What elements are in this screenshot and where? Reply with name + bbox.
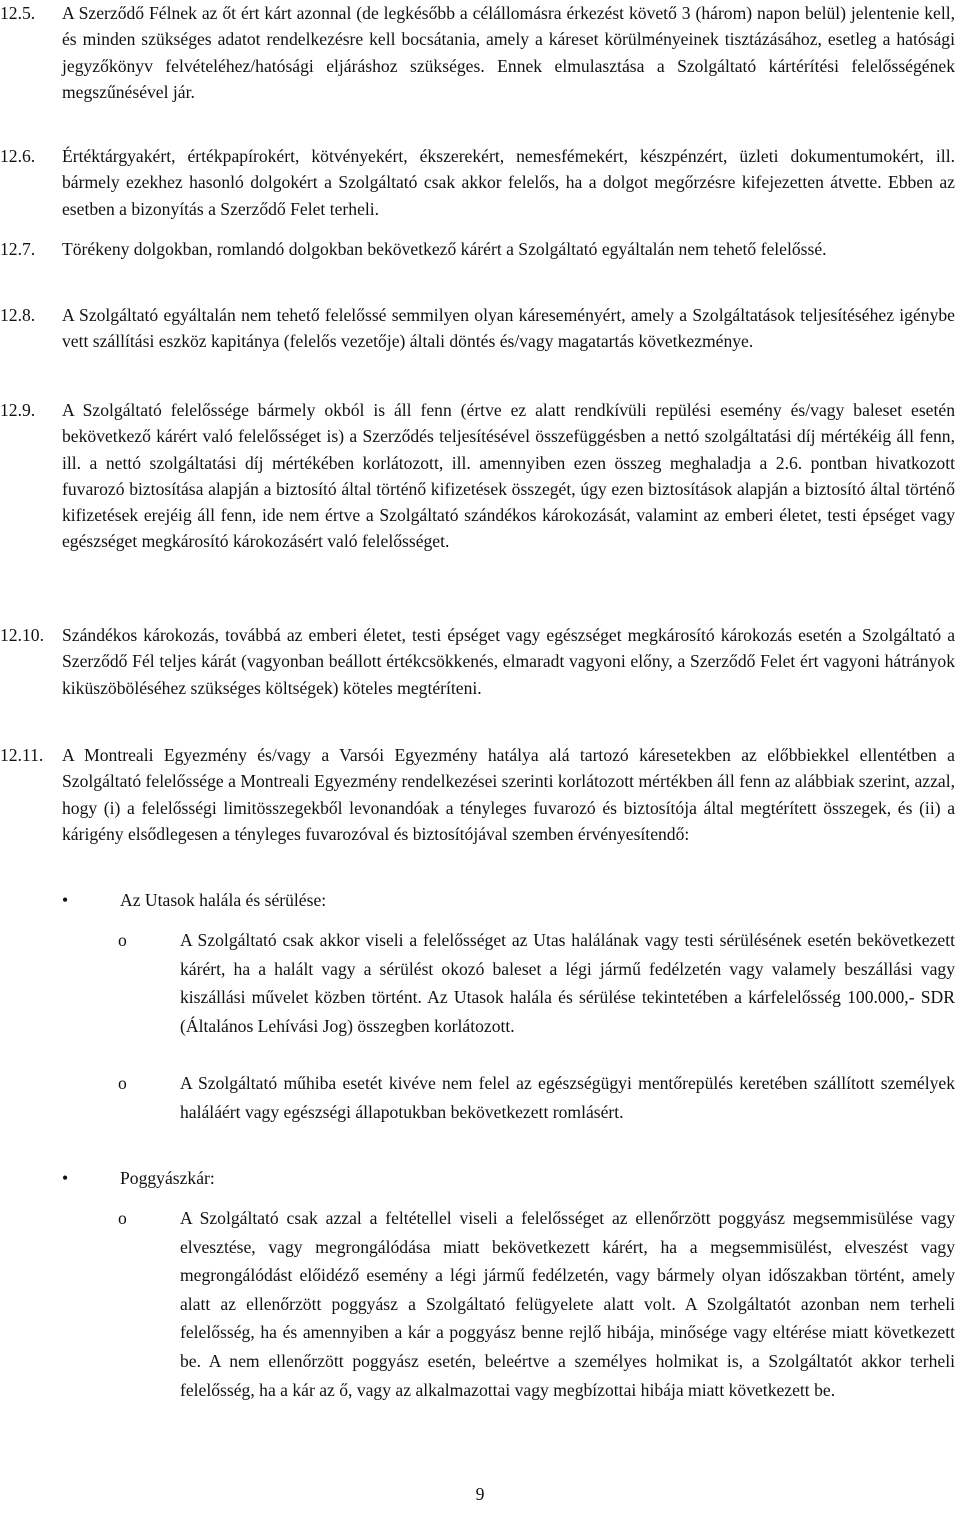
bullet-heading: Poggyászkár: [120,1168,215,1188]
paragraph-12-11 [0,742,955,847]
paragraph-text: A Montreali Egyezmény és/vagy a Varsói Egyezmény hatálya alá tartozó káresetekben az előbbiekkel ellentétben a Szolgáltató felelőssége a Montreali Egyezmény rendelkezései szerinti korlátozott mértékben áll fenn az alábbiak szerint, azzal, hogy (i) a felelősségi limitösszegekből levonandóak a tényleges fuvarozó és biztosítója által megtérített összegek, és (ii) a kárigény elsődlegesen a tényleges fuvarozóval és biztosítójával szemben érvényesítendő: [62,745,955,844]
paragraph-number: 12.8. [0,305,36,325]
paragraph-12-10 [0,622,955,701]
sub-item [0,926,955,1040]
paragraph-12-9 [0,397,955,555]
bullet-marker: • [62,1168,69,1188]
paragraph-number: 12.6. [0,146,36,166]
paragraph-12-6 [0,143,955,222]
paragraph-text: A Szolgáltató egyáltalán nem tehető felelőssé semmilyen olyan káreseményért, amely a Szolgáltatások teljesítéséhez igénybe vett szállítási eszköz kapitánya (felelős vezetője) általi döntés és/vagy magatartás következménye. [62,305,955,352]
sub-marker: o [118,930,127,950]
sub-item-text: A Szolgáltató csak azzal a feltétellel viseli a felelősséget az ellenőrzött poggyász megsemmisülése vagy elvesztése, vagy megrongálódása miatt bekövetkezett kárért, ha a megsemmisülést, elveszést vagy megrongálódást előidéző esemény a légi jármű fedélzetén, vagy bármely olyan időszakban történt, amely alatt az ellenőrzött poggyász a Szolgáltató felügyelete alatt volt. A Szolgáltatót azonban nem terheli felelősség, ha és amennyiben a kár a poggyász benne rejlő hibája, minősége vagy eltérése miatt következett be. A nem ellenőrzött poggyász esetén, beleértve a személyes holmikat is, a Szolgáltatót akkor terheli felelősség, ha a kár az ő, vagy az alkalmazottai vagy megbízottai hibája miatt következett be. [180,1208,955,1400]
sub-item [0,1069,955,1126]
paragraph-number: 12.7. [0,239,36,259]
paragraph-text: Értéktárgyakért, értékpapírokért, kötvényekért, ékszerekért, nemesfémekért, készpénzért, üzleti dokumentumokért, ill. bármely ezekhez hasonló dolgokért a Szolgáltató csak akkor felelős, ha a dolgot megőrzésre kifejezetten átvette. Ebben az esetben a bizonyítás a Szerződő Felet terheli. [62,146,955,219]
bullet-marker: • [62,890,69,910]
paragraph-12-7 [0,236,955,262]
paragraph-text: A Szerződő Félnek az őt ért kárt azonnal (de legkésőbb a célállomásra érkezést követő 3 (három) napon belül) jelentenie kell, és minden szükséges adatot rendelkezésre kell bocsátania, amely a káreset körülményeinek tisztázásához, esetleg a hatósági jegyzőkönyv felvételéhez/hatósági eljáráshoz szükséges. Ennek elmulasztása a Szolgáltató kártérítési felelősségének megszűnésével jár. [62,3,955,102]
page-number: 9 [475,1484,485,1504]
paragraph-number: 12.10. [0,625,44,645]
paragraph-number: 12.5. [0,3,36,23]
paragraph-number: 12.9. [0,400,36,420]
paragraph-12-5 [0,0,955,105]
sub-marker: o [118,1073,127,1093]
sub-marker: o [118,1208,127,1228]
sub-item [0,1204,955,1404]
bullet-heading: Az Utasok halála és sérülése: [120,890,327,910]
sub-item-text: A Szolgáltató csak akkor viseli a felelősséget az Utas halálának vagy testi sérülésének esetén bekövetkezett kárért, ha a halált vagy a sérülést okozó baleset a légi jármű fedélzetén vagy valamely beszállási vagy kiszállási művelet közben történt. Az Utasok halála és sérülése tekintetében a kárfelelősség 100.000,- SDR (Általános Lehívási Jog) összegben korlátozott. [180,930,955,1036]
paragraph-text: Törékeny dolgokban, romlandó dolgokban bekövetkező kárért a Szolgáltató egyáltalán nem tehető felelőssé. [62,239,827,259]
paragraph-text: Szándékos károkozás, továbbá az emberi életet, testi épséget vagy egészséget megkárosító károkozás esetén a Szolgáltató a Szerződő Fél teljes kárát (vagyonban beállott értékcsökkenés, elmaradt vagyoni előny, a Szerződő Felet ért vagyoni hátrányok kiküszöböléséhez szükséges költségek) köteles megtéríteni. [62,625,955,698]
sub-item-text: A Szolgáltató műhiba esetét kivéve nem felel az egészségügyi mentőrepülés keretében szállított személyek haláláért vagy egészségi állapotukban bekövetkezett romlásért. [180,1073,955,1122]
paragraph-number: 12.11. [0,745,44,765]
paragraph-text: A Szolgáltató felelőssége bármely okból is áll fenn (értve ez alatt rendkívüli repülési esemény és/vagy baleset esetén bekövetkező kárért való felelősséget is) a Szerződés teljesítésével összefüggésben a nettó szolgáltatási díj mértékéig áll fenn, ill. a nettó szolgáltatási díj mértékében korlátozott, ill. amennyiben ezen összeg meghaladja a 2.6. pontban hivatkozott fuvarozó biztosítása alapján a biztosító által történő kifizetések összegét, úgy ezen biztosítások alapján a biztosító által történő kifizetések erejéig áll fenn, ide nem értve a Szolgáltató szándékos károkozását, valamint az emberi életet, testi épséget vagy egészséget megkárosító károkozásért való felelősséget. [62,400,955,552]
paragraph-12-8 [0,302,955,355]
